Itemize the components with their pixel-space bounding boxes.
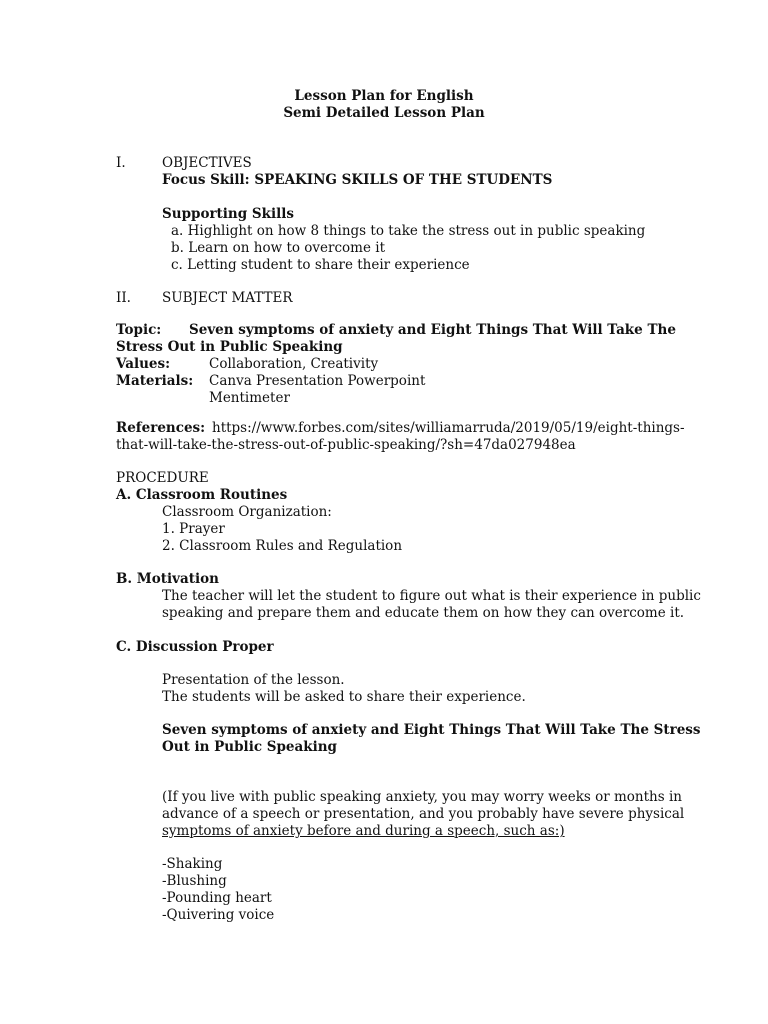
- discussion-topic-title: Seven symptoms of anxiety and Eight Things That Will Take The Stress: [162, 722, 701, 738]
- document-title: Lesson Plan for English: [294, 88, 474, 104]
- supporting-skill-item: a. Highlight on how 8 things to take the stress out in public speaking: [171, 223, 646, 239]
- discussion-text: The students will be asked to share their experience.: [162, 689, 526, 705]
- section-numeral-2: II.: [116, 290, 131, 306]
- anxiety-paragraph-underlined: symptoms of anxiety before and during a speech, such as:): [162, 823, 565, 839]
- anxiety-paragraph: advance of a speech or presentation, and you probably have severe physical: [162, 806, 685, 822]
- discussion-topic-title-cont: Out in Public Speaking: [162, 739, 337, 755]
- document-subtitle: Semi Detailed Lesson Plan: [283, 105, 485, 121]
- routine-item: 1. Prayer: [162, 521, 225, 537]
- symptom-item: -Shaking: [162, 856, 223, 872]
- values-label: Values:: [116, 356, 171, 372]
- symptom-item: -Blushing: [162, 873, 227, 889]
- symptom-item: -Quivering voice: [162, 907, 275, 923]
- focus-skill-label: Focus Skill:: [162, 172, 250, 188]
- supporting-skill-item: b. Learn on how to overcome it: [171, 240, 386, 256]
- materials-label: Materials:: [116, 373, 194, 389]
- references-label: References:: [116, 420, 206, 436]
- focus-skill-value: SPEAKING SKILLS OF THE STUDENTS: [254, 172, 553, 188]
- motivation-text: speaking and prepare them and educate them on how they can overcome it.: [162, 605, 685, 621]
- routine-item: 2. Classroom Rules and Regulation: [162, 538, 403, 554]
- references-link[interactable]: https://www.forbes.com/sites/williamarruda/2019/05/19/eight-things-: [212, 420, 685, 436]
- topic-label: Topic:: [116, 322, 162, 338]
- supporting-skills-heading: Supporting Skills: [162, 206, 294, 222]
- topic-text-cont: Stress Out in Public Speaking: [116, 339, 343, 355]
- routine-item: Classroom Organization:: [162, 504, 332, 520]
- discussion-heading: C. Discussion Proper: [116, 639, 274, 655]
- materials-item: Mentimeter: [209, 390, 290, 406]
- topic-text: Seven symptoms of anxiety and Eight Things That Will Take The: [189, 322, 676, 338]
- supporting-skill-item: c. Letting student to share their experience: [171, 257, 470, 273]
- symptom-item: -Pounding heart: [162, 890, 272, 906]
- section-numeral-1: I.: [116, 155, 126, 171]
- focus-skill-line: [162, 172, 552, 189]
- references-link-cont[interactable]: that-will-take-the-stress-out-of-public-speaking/?sh=47da027948ea: [116, 437, 576, 453]
- subject-matter-heading: SUBJECT MATTER: [162, 290, 293, 306]
- values-text: Collaboration, Creativity: [209, 356, 379, 372]
- discussion-text: Presentation of the lesson.: [162, 672, 345, 688]
- classroom-routines-heading: A. Classroom Routines: [116, 487, 288, 503]
- anxiety-paragraph: (If you live with public speaking anxiety, you may worry weeks or months in: [162, 789, 682, 805]
- motivation-heading: B. Motivation: [116, 571, 219, 587]
- objectives-heading: OBJECTIVES: [162, 155, 252, 171]
- procedure-heading: PROCEDURE: [116, 470, 209, 486]
- materials-item: Canva Presentation Powerpoint: [209, 373, 426, 389]
- motivation-text: The teacher will let the student to figure out what is their experience in public: [162, 588, 701, 604]
